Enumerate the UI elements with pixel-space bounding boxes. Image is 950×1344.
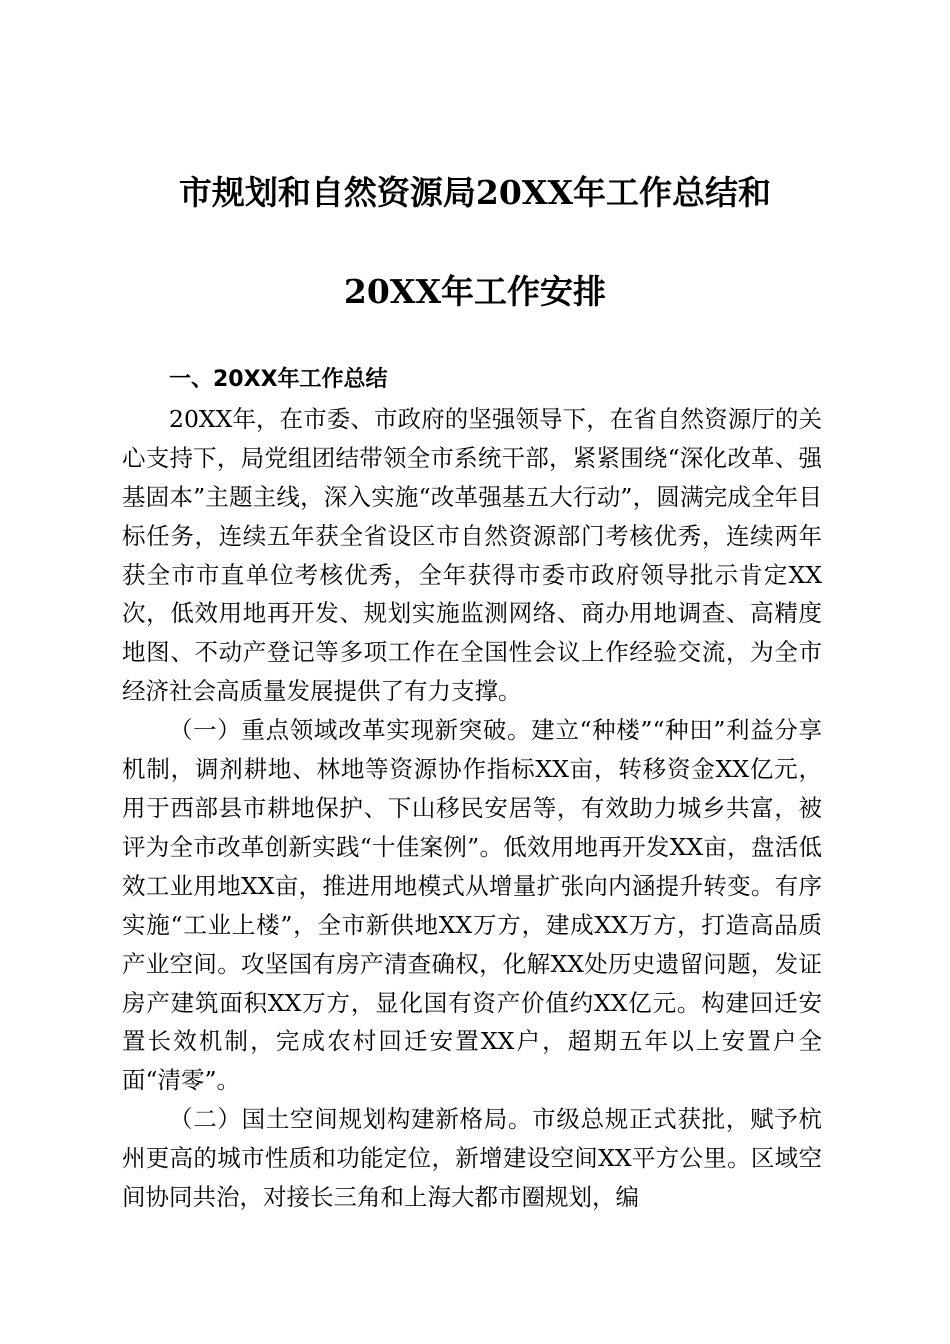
document-title-line-2: 20XX年工作安排 (343, 272, 607, 311)
document-body (122, 361, 822, 1217)
paragraph-reform: （一）重点领域改革实现新突破。建立“种楼”“种田”利益分享机制，调剂耕地、林地等资源协作指标XX亩，转移资金XX亿元，用于西部县市耕地保护、下山移民安居等，有效助力城乡共富，被评为全市改革创新实践“十佳案例”。低效用地再开发XX亩，盘活低效工业用地XX亩，推进用地模式从增量扩张向内涵提升转变。有序实施“工业上楼”，全市新供地XX万方，建成XX万方，打造高品质产业空间。攻坚国有房产清查确权，化解XX处历史遗留问题，发证房产建筑面积XX万方，显化国有资产价值约XX亿元。构建回迁安置长效机制，完成农村回迁安置XX户，超期五年以上安置户全面“清零”。 (122, 716, 822, 1095)
paragraph-planning: （二）国土空间规划构建新格局。市级总规正式获批，赋予杭州更高的城市性质和功能定位，新增建设空间XX平方公里。区域空间协同共治，对接长三角和上海大都市圈规划，编 (122, 1105, 822, 1212)
section-heading: 一、20XX年工作总结 (169, 367, 388, 392)
paragraph-intro: 20XX年，在市委、市政府的坚强领导下，在省自然资源厅的关心支持下，局党组团结带领全市系统干部，紧紧围绕“深化改革、强基固本”主题主线，深入实施“改革强基五大行动”，圆满完成全年目标任务，连续五年获全省设区市自然资源部门考核优秀，连续两年获全市市直单位考核优秀，全年获得市委市政府领导批示肯定XX次，低效用地再开发、规划实施监测网络、商办用地调查、高精度地图、不动产登记等多项工作在全国性会议上作经验交流，为全市经济社会高质量发展提供了有力支撑。 (122, 404, 822, 706)
document-title-line-1: 市规划和自然资源局20XX年工作总结和 (178, 173, 772, 212)
